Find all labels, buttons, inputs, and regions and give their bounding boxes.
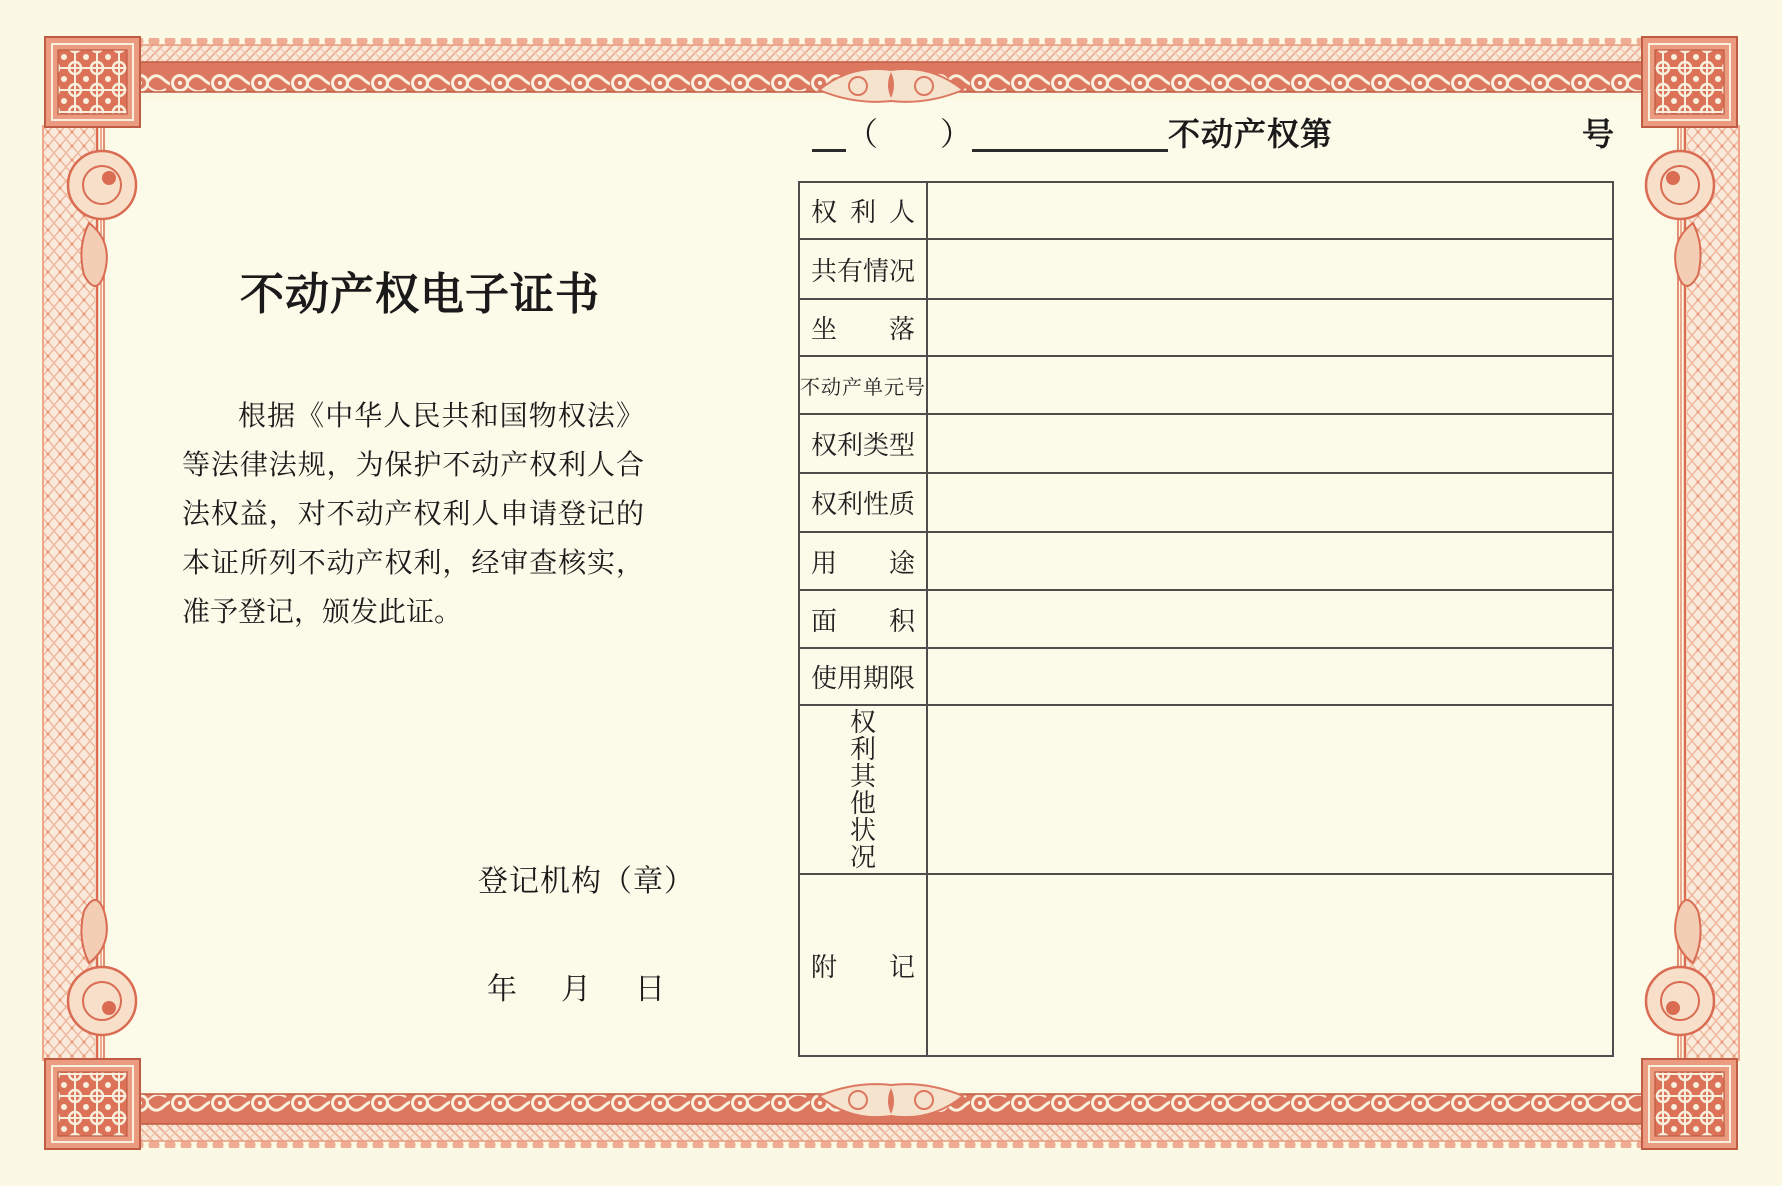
table-row <box>800 533 1612 591</box>
issuer-seal-label: 登记机构（章） <box>478 865 695 898</box>
table-row <box>800 357 1612 415</box>
serial-number-suffix: 号 <box>1581 116 1614 152</box>
serial-header-line <box>812 106 1622 152</box>
row-label: 用途 <box>800 533 928 589</box>
value-cell <box>928 533 1612 589</box>
serial-blank-line-long <box>972 113 1168 152</box>
paragraph-line: 根据《中华人民共和国物权法》 <box>238 401 644 432</box>
serial-label: 不动产权第 <box>1168 116 1334 152</box>
paren-open: （ <box>846 116 879 152</box>
paragraph-line: 本证所列不动产权利，经审查核实， <box>182 548 644 579</box>
day-label: 日 <box>635 973 665 1006</box>
table-row <box>800 415 1612 474</box>
row-label: 权利类型 <box>800 415 928 472</box>
paren-close: ） <box>940 116 973 152</box>
table-row <box>800 183 1612 240</box>
value-cell <box>928 649 1612 704</box>
table-row <box>800 300 1612 357</box>
table-row <box>800 474 1612 533</box>
value-cell <box>928 300 1612 355</box>
table-row <box>800 706 1612 875</box>
paragraph-line: 等法律法规，为保护不动产权利人合 <box>182 450 644 481</box>
row-label: 共有情况 <box>800 240 928 298</box>
table-row <box>800 875 1612 1055</box>
table-row <box>800 591 1612 649</box>
row-label: 面积 <box>800 591 928 647</box>
value-cell <box>928 415 1612 472</box>
body-paragraph <box>182 392 644 637</box>
value-cell <box>928 591 1612 647</box>
paragraph-line: 准予登记，颁发此证。 <box>182 597 463 628</box>
date-line <box>487 964 665 1008</box>
row-label: 不动产单元号 <box>800 357 928 413</box>
value-cell <box>928 474 1612 531</box>
row-label: 权利性质 <box>800 474 928 531</box>
table-row <box>800 240 1612 300</box>
value-cell <box>928 357 1612 413</box>
row-label: 坐落 <box>800 300 928 355</box>
month-label: 月 <box>561 973 591 1006</box>
row-label: 使用期限 <box>800 649 928 704</box>
rights-table <box>798 181 1614 1057</box>
value-cell <box>928 240 1612 298</box>
year-label: 年 <box>487 973 517 1006</box>
table-row <box>800 649 1612 706</box>
row-label: 附记 <box>800 875 928 1055</box>
value-cell <box>928 875 1612 1055</box>
serial-blank-line-short <box>812 113 846 152</box>
paragraph-line: 法权益，对不动产权利人申请登记的 <box>182 499 644 530</box>
value-cell <box>928 706 1612 873</box>
row-label: 权利其他状况 <box>800 706 928 873</box>
value-cell <box>928 183 1612 238</box>
certificate-title: 不动产权电子证书 <box>240 270 600 319</box>
row-label: 权利人 <box>800 183 928 238</box>
